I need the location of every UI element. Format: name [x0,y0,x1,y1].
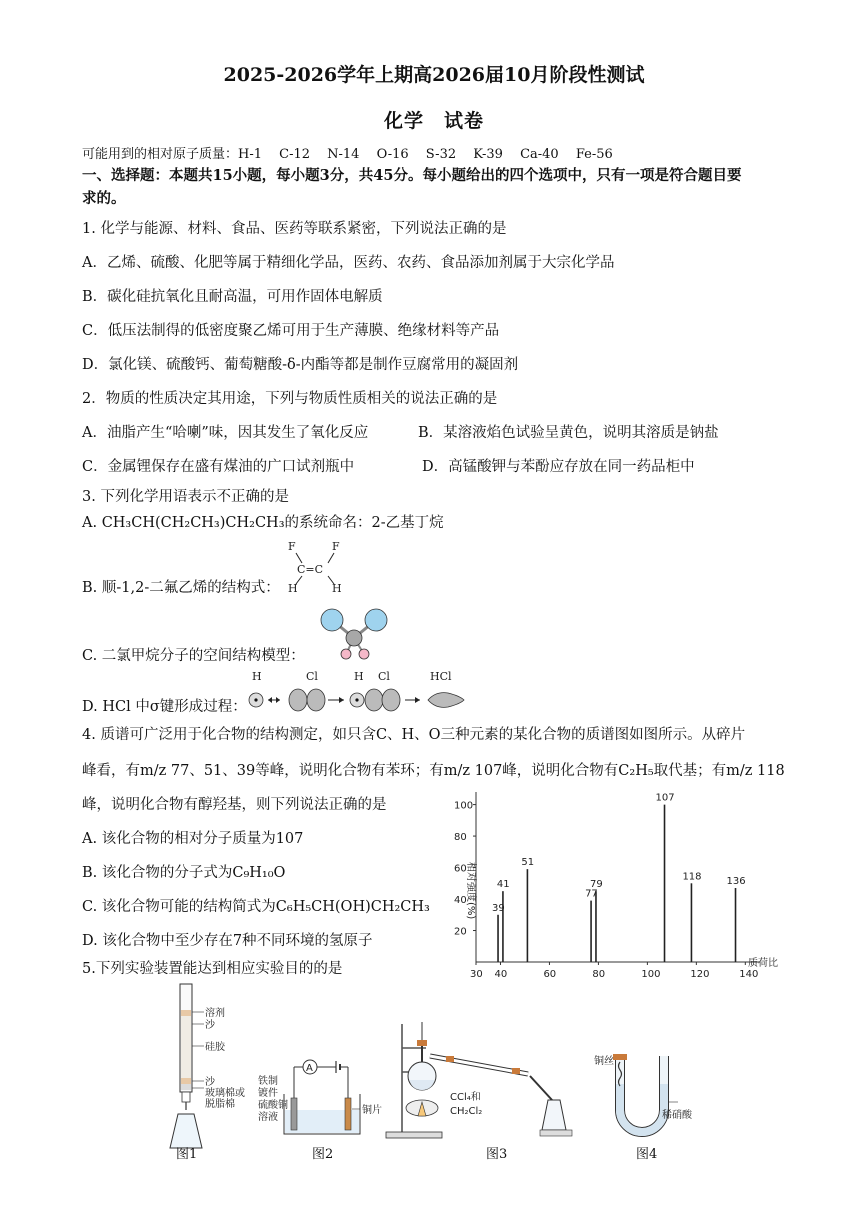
chart-peak-label: 51 [521,857,535,869]
atomic-masses: 可能用到的相对原子质量：H-1 C-12 N-14 O-16 S-32 K-39 Ca-40 Fe-56 [82,147,613,162]
mass-spectrum-chart [440,786,792,992]
fig3-label-line2: CH₂Cl₂ [450,1106,483,1117]
fig4-caption: 图4 [636,1147,658,1162]
q2-stem: 2．物质的性质决定其用途，下列与物质性质相关的说法正确的是 [82,391,498,407]
q4-option-b: B. 该化合物的分子式为C₉H₁₀O [82,865,286,881]
figure4-utube [590,1050,700,1144]
exam-title: 2025-2026学年上期高2026届10月阶段性测试 [223,64,645,86]
struct-h2: H [332,582,342,595]
fig4-label-nitricacid: 稀硝酸 [662,1110,692,1121]
chart-peak-label: 107 [655,792,675,804]
fig2-label-copper: 铜片 [362,1105,382,1116]
q4-line3: 峰，说明化合物有醇羟基，则下列说法正确的是 [82,797,387,813]
q4-option-c: C. 该化合物可能的结构简式为C₆H₅CH(OH)CH₂CH₃ [82,899,430,915]
c-atom [346,630,362,646]
dichloromethane-model [316,606,396,662]
q5-stem: 5.下列实验装置能达到相应实验目的的是 [82,961,343,977]
fig1-caption: 图1 [176,1147,198,1162]
q1-option-a: A．乙烯、硫酸、化肥等属于精细化学品，医药、农药、食品添加剂属于大宗化学品 [82,255,615,271]
q4-line1: 4. 质谱可广泛用于化合物的结构测定，如只含C、H、O三种元素的某化合物的质谱图如图所示。从碎片 [82,727,746,743]
chart-x-tick-label: 80 [592,969,606,980]
q4-line2: 峰看，有m/z 77、51、39等峰，说明化合物有苯环；有m/z 107峰，说明化合物有C₂H₅取代基；有m/z 118 [82,763,785,779]
fig2-label-cuso4: 硫酸铜 [258,1100,288,1111]
fig2-label-iron: 铁制 [258,1076,278,1087]
struct-cc: C=C [297,563,324,576]
chart-x-tick-label: 40 [494,969,508,980]
hcl-label-h: H [252,670,262,683]
q2-option-c: C．金属锂保存在盛有煤油的广口试剂瓶中 [82,459,355,475]
cl-atom [321,609,343,631]
q2-option-b: B．某溶液焰色试验呈黄色，说明其溶质是钠盐 [418,425,719,441]
chart-x-tick-label: 120 [690,969,710,980]
q3-stem: 3. 下列化学用语表示不正确的是 [82,489,289,505]
chart-peak-label: 118 [682,871,702,883]
fig4-label-copperwire: 铜丝 [594,1056,614,1067]
q4-option-a: A. 该化合物的相对分子质量为107 [82,831,304,847]
cl-atom [365,609,387,631]
section1-heading-line1: 一、选择题：本题共15小题，每小题3分，共45分。每小题给出的四个选项中，只有一项是符合题目要 [82,167,742,184]
fig1-label-cotton: 脱脂棉 [205,1099,235,1110]
chart-peak-label: 77 [585,888,598,900]
fig2-ammeter: A [306,1063,313,1074]
fig1-label-silica: 硅胶 [205,1042,225,1053]
chart-y-tick-label: 40 [454,895,467,907]
section1-heading-line2: 求的。 [82,190,126,207]
chart-x-tick-label: 100 [641,969,661,980]
chart-x-tick-label: 140 [739,969,759,980]
q3-option-a: A. CH₃CH(CH₂CH₃)CH₂CH₃的系统命名：2-乙基丁烷 [82,515,444,531]
chart-peak-label: 136 [726,876,746,888]
struct-h1: H [288,582,298,595]
figure3-distillation [380,1018,580,1142]
fig2-label-solution: 溶液 [258,1112,278,1123]
chart-xlabel: 质荷比 [748,958,778,969]
difluoroethylene-structure [280,538,360,594]
q4-option-d: D. 该化合物中至少存在7种不同环境的氢原子 [82,933,373,949]
q3-option-d: D. HCl 中σ键形成过程： [82,699,247,715]
fig2-label-plating: 镀件 [258,1088,278,1099]
q2-option-d: D．高锰酸钾与苯酚应存放在同一药品柜中 [422,459,695,475]
fig3-caption: 图3 [486,1147,508,1162]
figure1-column [160,982,270,1158]
q1-stem: 1. 化学与能源、材料、食品、医药等联系紧密，下列说法正确的是 [82,221,507,237]
q2-option-a: A．油脂产生“哈喇”味，因其发生了氧化反应 [82,425,369,441]
subject-title: 化学 试卷 [383,110,484,132]
chart-y-tick-label: 100 [454,800,474,812]
hcl-label-cl: Cl [306,670,318,683]
chart-peak-label: 39 [492,902,505,914]
struct-f2: F [332,540,340,553]
figure2-electroplating [258,1054,382,1146]
fig2-caption: 图2 [312,1147,334,1162]
h-atom [359,649,369,659]
chart-y-tick-label: 60 [454,863,467,875]
q1-option-b: B．碳化硅抗氧化且耐高温，可用作固体电解质 [82,289,383,305]
fig1-label-glasswool: 玻璃棉或 [205,1088,245,1099]
fig1-label-solvent: 溶剂 [205,1008,225,1019]
fig3-label-line1: CCl₄和 [450,1092,481,1103]
hcl-label-cl2: Cl [378,670,390,683]
fig1-label-sand-top: 沙 [205,1020,215,1031]
q1-option-c: C．低压法制得的低密度聚乙烯可用于生产薄膜、绝缘材料等产品 [82,323,500,339]
chart-ylabel: 相对强度(%) [465,862,476,920]
q3-option-c: C. 二氯甲烷分子的空间结构模型： [82,648,305,664]
struct-f1: F [288,540,296,553]
chart-y-tick-label: 20 [454,926,467,938]
hcl-label-hcl: HCl [430,670,452,683]
chart-peak-label: 79 [589,879,603,891]
h-atom [341,649,351,659]
hcl-label-h2: H [354,670,364,683]
fig1-label-sand-bottom: 沙 [205,1077,215,1088]
chart-y-tick-label: 80 [454,832,467,844]
chart-peak-label: 41 [496,879,510,891]
chart-x-tick-label: 60 [543,969,557,980]
hcl-sigma-bond-diagram [244,668,474,718]
q1-option-d: D．氯化镁、硫酸钙、葡萄糖酸-δ-内酯等都是制作豆腐常用的凝固剂 [82,357,519,373]
q3-option-b: B. 顺-1,2-二氟乙烯的结构式： [82,580,280,596]
chart-x-tick-label: 30 [470,969,483,980]
